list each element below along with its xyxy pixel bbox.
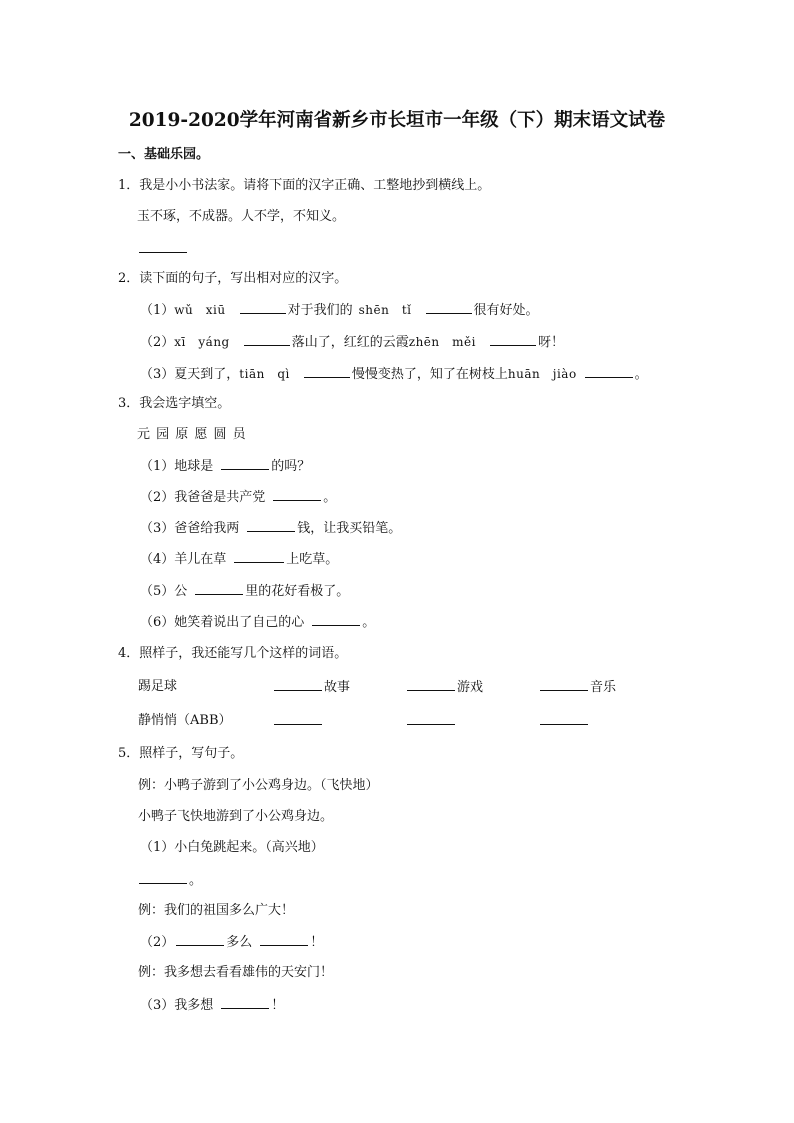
q5-example-2: 例：我们的祖国多么广大！ [138, 903, 295, 918]
item-text: 游戏 [457, 680, 484, 695]
answer-blank[interactable] [139, 240, 187, 253]
answer-blank[interactable] [221, 457, 269, 470]
section-heading: 一、基础乐园。 [118, 147, 210, 162]
item-text: 故事 [324, 680, 351, 695]
q5-example-answer: 小鸭子飞快地游到了小公鸡身边。 [138, 809, 334, 824]
item-text: 。 [323, 490, 337, 505]
answer-blank[interactable] [407, 678, 455, 691]
item-text: （5）公 [140, 584, 188, 599]
item-text: （6）她笑着说出了自己的心 [140, 615, 305, 630]
item-text: 落山了，红红的云霞 [291, 335, 409, 350]
item-text: （4）羊儿在草 [140, 552, 227, 567]
answer-blank[interactable] [585, 365, 633, 378]
pinyin: wǔ xiū [174, 303, 226, 317]
pinyin: zhēn měi [408, 335, 476, 349]
q5-example-3: 例：我多想去看看雄伟的天安门！ [138, 965, 334, 980]
item-text: （3）我多想 [140, 998, 214, 1013]
q5-item-1: （1）小白兔跳起来。（高兴地） [140, 840, 324, 855]
answer-blank[interactable] [260, 933, 308, 946]
item-number: （2） [140, 335, 175, 350]
answer-blank[interactable] [274, 678, 322, 691]
item-text: 里的花好看极了。 [245, 584, 350, 599]
item-text: 的吗？ [271, 459, 311, 474]
q1-stem: 1．我是小小书法家。请将下面的汉字正确、工整地抄到横线上。 [118, 178, 491, 193]
answer-blank[interactable] [247, 519, 295, 532]
answer-blank[interactable] [176, 933, 224, 946]
q3-item [140, 488, 336, 507]
q4-cell [405, 712, 457, 731]
q1-answer-line[interactable] [137, 240, 189, 259]
q4-example-2: 静悄悄（ABB） [138, 713, 232, 728]
item-text: （1）地球是 [140, 459, 214, 474]
q2-item-3 [140, 365, 648, 384]
q5-stem: 5．照样子，写句子。 [118, 746, 244, 761]
q2-item-1 [140, 301, 539, 320]
item-number: （3） [140, 367, 175, 382]
answer-blank[interactable] [273, 488, 321, 501]
answer-blank[interactable] [244, 333, 290, 346]
item-text: 慢慢变热了，知了在树枝上 [351, 367, 508, 382]
q4-example-1: 踢足球 [138, 679, 178, 694]
q3-item [140, 582, 349, 601]
item-text: 很有好处。 [473, 303, 539, 318]
item-text: 音乐 [590, 680, 617, 695]
q4-cell [538, 712, 590, 731]
item-text: （3）爸爸给我两 [140, 521, 240, 536]
q3-options: 元 园 原 愿 圆 员 [137, 427, 247, 442]
q5-item-2 [140, 933, 323, 952]
q5-item-1-answer [137, 871, 202, 890]
pinyin: tiān qì [239, 367, 290, 381]
item-text: 呀！ [537, 335, 564, 350]
item-text: 。 [362, 615, 376, 630]
pinyin: shēn tǐ [358, 303, 412, 317]
item-text: ！ [271, 998, 285, 1013]
q5-example-1: 例：小鸭子游到了小公鸡身边。（飞快地） [138, 778, 379, 793]
item-text: 多么 [226, 935, 253, 950]
item-text: ！ [310, 935, 324, 950]
answer-blank[interactable] [139, 871, 187, 884]
item-text: 。 [189, 873, 203, 888]
item-text: 钱，让我买铅笔。 [297, 521, 402, 536]
answer-blank[interactable] [274, 712, 322, 725]
answer-blank[interactable] [407, 712, 455, 725]
pinyin: xī yáng [174, 335, 230, 349]
q4-cell [272, 678, 350, 697]
answer-blank[interactable] [426, 301, 472, 314]
answer-blank[interactable] [234, 550, 284, 563]
item-number: （2） [140, 935, 175, 950]
answer-blank[interactable] [221, 996, 269, 1009]
answer-blank[interactable] [490, 333, 536, 346]
q3-item [140, 457, 310, 476]
answer-blank[interactable] [540, 678, 588, 691]
pinyin: huān jiào [507, 367, 577, 381]
q3-item [140, 550, 338, 569]
q4-cell [272, 712, 324, 731]
item-text: 上吃草。 [286, 552, 339, 567]
item-text: 。 [634, 367, 648, 382]
q1-text: 玉不琢，不成器。人不学，不知义。 [137, 209, 346, 224]
item-text: 夏天到了， [174, 367, 240, 382]
item-text: 对于我们的 [287, 303, 353, 318]
answer-blank[interactable] [195, 582, 243, 595]
answer-blank[interactable] [304, 365, 350, 378]
answer-blank[interactable] [312, 613, 360, 626]
item-number: （1） [140, 303, 175, 318]
q4-cell [538, 678, 616, 697]
q3-stem: 3．我会选字填空。 [118, 396, 231, 411]
q5-item-3 [140, 996, 284, 1015]
q4-stem: 4．照样子，我还能写几个这样的词语。 [118, 646, 348, 661]
q2-item-2 [140, 333, 564, 352]
q2-stem: 2．读下面的句子，写出相对应的汉字。 [118, 271, 348, 286]
q3-item [140, 519, 401, 538]
answer-blank[interactable] [240, 301, 286, 314]
q3-item [140, 613, 375, 632]
page-title: 2019-2020学年河南省新乡市长垣市一年级（下）期末语文试卷 [128, 110, 666, 131]
answer-blank[interactable] [540, 712, 588, 725]
q4-cell [405, 678, 483, 697]
item-text: （2）我爸爸是共产党 [140, 490, 266, 505]
